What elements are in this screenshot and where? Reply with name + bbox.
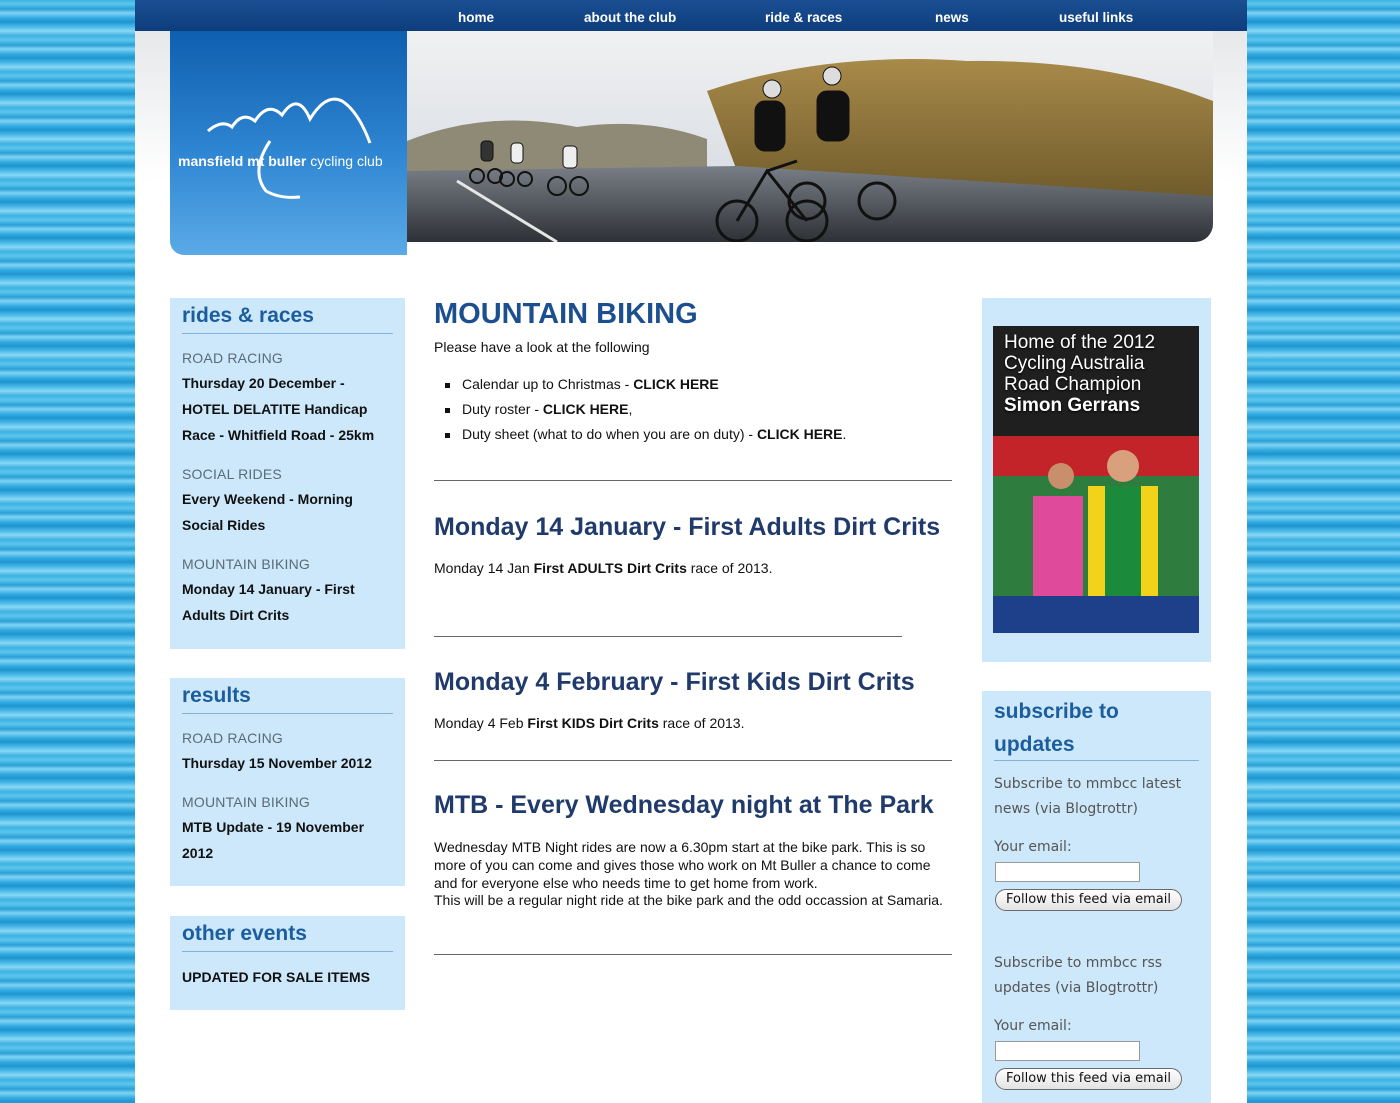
- divider: [182, 951, 393, 952]
- other-events-box: [170, 916, 405, 1010]
- top-nav: [135, 0, 1247, 31]
- post-text: Monday 14 Jan: [434, 560, 534, 576]
- nav-home[interactable]: home: [458, 10, 495, 25]
- link-adults-dirt-crits[interactable]: Monday 14 January - First Adults Dirt Crits: [182, 581, 355, 623]
- poster-line: Simon Gerrans: [1004, 395, 1141, 416]
- post-text: race of 2013.: [686, 560, 773, 576]
- duty-sheet-click-here-link[interactable]: CLICK HERE: [756, 426, 843, 442]
- results-box: [170, 678, 405, 886]
- post-body-adults: [434, 560, 772, 576]
- bullet-text: Duty roster -: [462, 401, 543, 417]
- email-label-2: Your email:: [994, 1018, 1072, 1034]
- list-item: [462, 372, 846, 397]
- divider: [182, 333, 393, 334]
- poster-line: Home of the 2012: [1004, 332, 1156, 353]
- link-weekend-social-rides[interactable]: Every Weekend - Morning Social Rides: [182, 491, 353, 533]
- divider: [434, 954, 952, 955]
- resource-list: [462, 372, 846, 447]
- category-mountain-biking: MOUNTAIN BIKING: [182, 794, 310, 810]
- champion-poster[interactable]: [993, 326, 1199, 633]
- follow-feed-button-1[interactable]: Follow this feed via email: [995, 889, 1182, 911]
- post-bold-text: First ADULTS Dirt Crits: [533, 560, 687, 576]
- logo-text: [178, 153, 383, 169]
- poster-caption: [1004, 332, 1155, 416]
- club-logo[interactable]: [170, 31, 407, 255]
- divider: [434, 760, 952, 761]
- follow-feed-button-2[interactable]: Follow this feed via email: [995, 1068, 1182, 1090]
- nav-about-the-club[interactable]: about the club: [584, 10, 677, 25]
- list-item: [462, 397, 846, 422]
- results-title: results: [182, 684, 251, 707]
- poster-line: Road Champion: [1004, 374, 1142, 395]
- nav-ride-races[interactable]: ride & races: [765, 10, 843, 25]
- link-results-15-november[interactable]: Thursday 15 November 2012: [182, 755, 372, 771]
- logo-text-cycling-club: cycling club: [310, 153, 383, 169]
- header-banner-photo: [407, 31, 1213, 242]
- page-title: MOUNTAIN BIKING: [434, 298, 698, 330]
- post-title-mtb-wednesday[interactable]: MTB - Every Wednesday night at The Park: [434, 791, 934, 819]
- subscribe-box: [982, 691, 1211, 1103]
- bullet-text: Duty sheet (what to do when you are on duty) -: [462, 426, 757, 442]
- bullet-text: Calendar up to Christmas -: [462, 376, 634, 392]
- subscribe-description-2: Subscribe to mmbcc rss updates (via Blogtrottr): [994, 955, 1163, 996]
- post-title-adults-dirt-crits[interactable]: Monday 14 January - First Adults Dirt Crits: [434, 513, 941, 541]
- list-item: [462, 422, 846, 447]
- email-input-1[interactable]: [995, 862, 1140, 882]
- category-road-racing: ROAD RACING: [182, 730, 283, 746]
- category-road-racing: ROAD RACING: [182, 350, 283, 366]
- subscribe-description-1: Subscribe to mmbcc latest news (via Blogtrottr): [994, 776, 1182, 817]
- link-mtb-update[interactable]: MTB Update - 19 November 2012: [182, 819, 365, 861]
- post-bold-text: First KIDS Dirt Crits: [527, 715, 659, 731]
- duty-roster-click-here-link[interactable]: CLICK HERE: [542, 401, 629, 417]
- divider: [182, 713, 393, 714]
- page: [135, 0, 1247, 1103]
- divider: [434, 480, 952, 481]
- post-text: race of 2013.: [658, 715, 745, 731]
- rides-races-box: [170, 298, 405, 649]
- post-body-kids: [434, 715, 744, 731]
- subscribe-title: subscribe to updates: [994, 700, 1119, 756]
- email-input-2[interactable]: [995, 1041, 1140, 1061]
- post-title-kids-dirt-crits[interactable]: Monday 4 February - First Kids Dirt Crits: [434, 668, 915, 696]
- other-events-title: other events: [182, 922, 307, 945]
- post-body-mtb-2: This will be a regular night ride at the bike park and the odd occassion at Samaria.: [434, 892, 943, 908]
- post-text: Monday 4 Feb: [434, 715, 528, 731]
- intro-text: Please have a look at the following: [434, 339, 650, 355]
- divider: [434, 636, 902, 637]
- link-hotel-delatite-handicap[interactable]: Thursday 20 December - HOTEL DELATITE Handicap Race - Whitfield Road - 25km: [182, 375, 375, 443]
- poster-line: Cycling Australia: [1004, 353, 1145, 374]
- email-label-1: Your email:: [994, 839, 1072, 855]
- rides-races-title: rides & races: [182, 304, 314, 327]
- champion-poster-box: [982, 298, 1211, 662]
- post-body-mtb-1: Wednesday MTB Night rides are now a 6.30pm start at the bike park. This is so more of you can come and gives those who work on Mt Buller a chance to come and for everyone else who needs time to get home from work.: [434, 839, 931, 891]
- logo-text-mansfield: mansfield: [178, 153, 244, 169]
- bullet-suffix: ,: [628, 401, 633, 417]
- link-for-sale-items[interactable]: UPDATED FOR SALE ITEMS: [182, 969, 370, 985]
- nav-news[interactable]: news: [935, 10, 969, 25]
- cyclists-road-image: [407, 31, 1213, 242]
- calendar-click-here-link[interactable]: CLICK HERE: [633, 376, 719, 392]
- logo-text-mt-buller: mt buller: [247, 153, 307, 169]
- bullet-suffix: .: [842, 426, 847, 442]
- divider: [994, 760, 1199, 761]
- category-mountain-biking: MOUNTAIN BIKING: [182, 556, 310, 572]
- category-social-rides: SOCIAL RIDES: [182, 466, 282, 482]
- mountain-logo-icon: [170, 31, 407, 255]
- nav-useful-links[interactable]: useful links: [1059, 10, 1134, 25]
